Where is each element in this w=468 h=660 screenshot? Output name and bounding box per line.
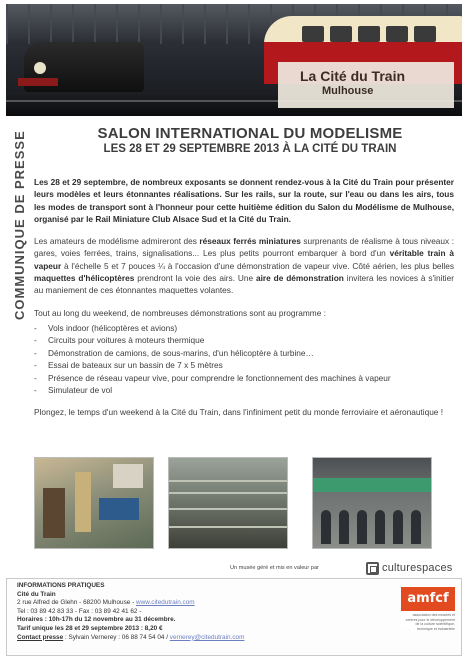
photo-detail	[357, 510, 367, 544]
info-contact-line	[17, 634, 397, 643]
website-link[interactable]: www.citedutrain.com	[136, 599, 195, 607]
railcar-window	[414, 26, 436, 42]
paragraph-closing: Plongez, le temps d'un weekend à la Cité du Train, dans l'infiniment petit du monde ferroviaire et aéronautique !	[34, 407, 444, 418]
header-banner	[6, 4, 462, 116]
contact-email-link[interactable]: vernerey@citedutrain.com	[169, 633, 245, 641]
culturespaces-brand: culturespaces	[382, 562, 453, 574]
text-run: Les amateurs de modélisme admireront des	[34, 236, 200, 247]
text-bold: véritable train à vapeur	[34, 248, 454, 271]
press-release-body	[34, 176, 454, 429]
culturespaces-note: Un musée géré et mis en valeur par	[230, 565, 319, 571]
amfcf-tagline: association des musées et centres pour le développement de la culture scientifique, technique et industrielle	[405, 613, 455, 631]
text-run: à l'échelle 5 et 7 pouces ¼ à l'occasion d'une démonstration de vapeur vive. Côté aérien, les plus belles	[61, 260, 454, 271]
list-item: - Circuits pour voitures à moteurs thermique	[34, 334, 454, 346]
text-bold: réseaux ferrés miniatures	[199, 236, 301, 247]
text-run: invitera les novices à s'initier au maniement de ces étonnantes maquettes volantes.	[34, 273, 454, 296]
program-intro: Tout au long du weekend, de nombreuses démonstrations sont au programme :	[34, 307, 326, 318]
photo-detail	[99, 498, 139, 520]
paragraph-attractions	[34, 235, 454, 296]
info-address-line: 2 rue Alfred de Glehn - 68200 Mulhouse - www.citedutrain.com	[17, 599, 195, 607]
list-item: - Vols indoor (hélicoptères et avions)	[34, 322, 454, 334]
amfcf-logo	[401, 585, 455, 629]
text-run: prendront la voie des airs. Une	[134, 273, 257, 284]
photo-detail	[169, 508, 288, 510]
photo-detail	[75, 472, 91, 532]
list-item: - Présence de réseau vapeur vive, pour comprendre le fonctionnement des machines à vapeur	[34, 372, 454, 384]
locomotive-image	[24, 42, 144, 92]
paragraph-intro	[34, 176, 454, 225]
amfcf-logo-mark: amfcf	[401, 587, 455, 611]
culturespaces-credit	[230, 561, 460, 577]
list-item: - Essai de bateaux sur un bassin de 7 x 5 mètres	[34, 359, 454, 371]
list-item: - Démonstration de camions, de sous-marins, d'un hélicoptère à turbine…	[34, 347, 454, 359]
railcar-window	[302, 26, 324, 42]
document-dates: LES 28 ET 29 SEPTEMBRE 2013 À LA CITÉ DU TRAIN	[103, 143, 397, 155]
photo-detail	[169, 492, 288, 494]
photo-detail	[339, 510, 349, 544]
program-list	[34, 322, 454, 396]
text-bold: aire de démonstration	[256, 273, 344, 284]
contact-text: : Sylvain Vernerey : 06 88 74 54 04 /	[63, 633, 170, 641]
photo-detail	[169, 526, 288, 528]
photo-detail	[393, 510, 403, 544]
banner-title-box	[278, 62, 454, 108]
photo-detail	[313, 478, 432, 492]
side-label: COMMUNIQUE DE PRESSE	[12, 130, 27, 320]
photo-detail	[375, 510, 385, 544]
info-phone: Tel : 03 89 42 83 33 - Fax : 03 89 42 41 62 -	[17, 607, 142, 615]
photo-visitors	[312, 457, 432, 549]
photo-rail-network	[168, 457, 288, 549]
railcar-window	[358, 26, 380, 42]
locomotive-buffer	[18, 78, 58, 86]
text-bold: maquettes d'hélicoptères	[34, 273, 135, 284]
list-item: - Simulateur de vol	[34, 384, 454, 396]
railcar-window	[330, 26, 352, 42]
locomotive-lamp	[34, 62, 46, 74]
info-heading: INFORMATIONS PRATIQUES	[17, 582, 105, 589]
photo-detail	[113, 464, 143, 488]
banner-title: La Cité du Train	[300, 68, 406, 84]
photo-detail	[321, 510, 331, 544]
practical-info-text	[17, 582, 397, 642]
info-address: 2 rue Alfred de Glehn - 68200 Mulhouse	[17, 599, 131, 607]
paragraph-intro-text: Les 28 et 29 septembre, de nombreux exposants se donnent rendez-vous à la Cité du Train pour présenter leurs modèles et leurs étonnantes réalisations. Sur les rails, sur la route, sur l'eau ou dans les airs, tous les modes de transport sont à l'honneur pour cette huitième édition du Salon du Modélisme de Mulhouse, organisé par le Rail Miniature Club Alsace Sud et la Cité du Train.	[34, 177, 454, 224]
document-title: SALON INTERNATIONAL DU MODELISME	[97, 125, 403, 142]
info-hours: Horaires : 10h-17h du 12 novembre au 31 décembre.	[17, 616, 176, 624]
info-venue-name: Cité du Train	[17, 590, 56, 598]
culturespaces-logo-icon	[366, 562, 379, 575]
photo-detail	[43, 488, 65, 538]
railcar-window	[386, 26, 408, 42]
banner-subtitle: Mulhouse	[322, 85, 374, 97]
info-tariff: Tarif unique les 28 et 29 septembre 2013 : 8,20 €	[17, 624, 163, 632]
photo-model-layout	[34, 457, 154, 549]
photo-detail	[169, 480, 288, 482]
contact-label: Contact presse	[17, 633, 64, 641]
practical-info-box	[6, 578, 462, 656]
photo-detail	[411, 510, 421, 544]
text-run: surprenants de réalisme à tous niveaux : gares, voies ferrées, trains, signalisations... Les plus petits pourront embarquer à bord d'un	[34, 236, 454, 259]
